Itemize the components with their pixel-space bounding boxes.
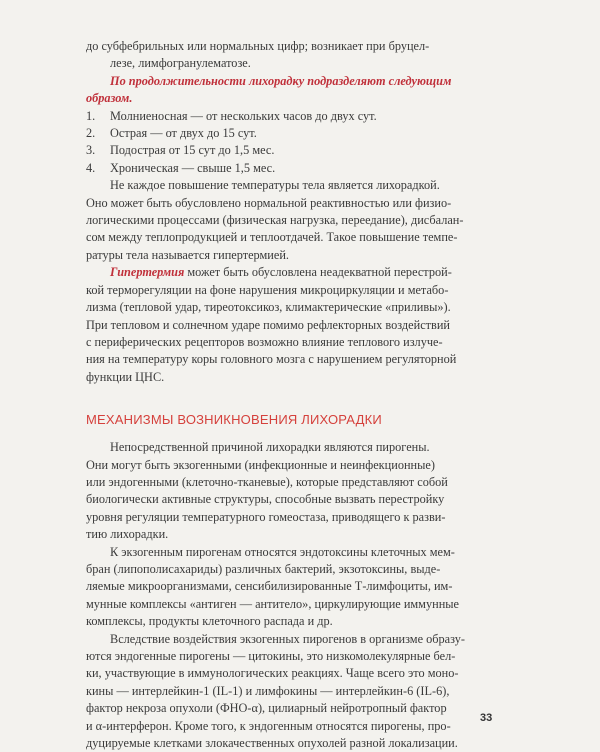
text-line: К экзогенным пирогенам относятся эндотоксины клеточных мем- bbox=[110, 544, 455, 559]
text-line: ния на температуру коры головного мозга с нарушением регуляторной bbox=[86, 352, 457, 367]
text-line: сом между теплопродукцией и теплоотдачей. Такое повышение темпе- bbox=[86, 230, 458, 245]
list-number: 1. bbox=[86, 108, 96, 123]
text-line: фактор некроза опухоли (ФНО-α), цилиарный нейротропный фактор bbox=[86, 701, 447, 716]
text-line: лизма (тепловой удар, тиреотоксикоз, климактерические «приливы»). bbox=[86, 300, 451, 315]
continued-paragraph bbox=[86, 38, 498, 73]
text-line: Вследствие воздействия экзогенных пирогенов в организме образу- bbox=[110, 631, 465, 646]
text-line: функции ЦНС. bbox=[86, 369, 165, 384]
text-line: ляемые микроорганизмами, сенсибилизированные Т-лимфоциты, им- bbox=[86, 579, 453, 594]
paragraph-endogenous bbox=[86, 631, 498, 752]
text-line: лезе, лимфогранулематозе. bbox=[110, 56, 251, 71]
list-number: 4. bbox=[86, 160, 96, 175]
text-line: дуцируемые клетками злокачественных опухолей разной локализации. bbox=[86, 736, 458, 751]
paragraph-not-every-rise bbox=[86, 177, 498, 264]
text-line: При тепловом и солнечном ударе помимо рефлекторных воздействий bbox=[86, 317, 451, 332]
text-line: до субфебрильных или нормальных цифр; возникает при бруцел- bbox=[86, 39, 430, 53]
text-line: Не каждое повышение температуры тела является лихорадкой. bbox=[110, 178, 440, 193]
text-line: биологически активные структуры, способные вызвать перестройку bbox=[86, 492, 445, 507]
text-line: ются эндогенные пирогены — цитокины, это низкомолекулярные бел- bbox=[86, 649, 456, 663]
text-line: или эндогенными (клеточно-тканевые), которые представляют собой bbox=[86, 474, 448, 489]
list-item bbox=[86, 160, 498, 177]
text-line: кины — интерлейкин-1 (IL-1) и лимфокины — интерлейкин-6 (IL-6), bbox=[86, 683, 450, 698]
list-text: Молниеносная — от нескольких часов до двух сут. bbox=[110, 108, 377, 123]
list-item bbox=[86, 108, 498, 125]
section-heading: МЕХАНИЗМЫ ВОЗНИКНОВЕНИЯ ЛИХОРАДКИ bbox=[86, 412, 382, 428]
text-line: уровня регуляции температурного гомеостаза, приводящего к разви- bbox=[86, 509, 446, 524]
term-hyperthermia: Гипертермия bbox=[110, 265, 185, 280]
text-line: бран (липополисахариды) различных бактерий, экзотоксины, выде- bbox=[86, 561, 441, 576]
text-line: Непосредственной причиной лихорадки являются пирогены. bbox=[110, 440, 430, 455]
list-text: Подострая от 15 сут до 1,5 мес. bbox=[110, 143, 275, 158]
page-number: 33 bbox=[480, 712, 493, 724]
text-line: комплексы, продукты клеточного распада и др. bbox=[86, 614, 333, 629]
text-line: ки, участвующие в иммунологических реакциях. Чаще всего это моно- bbox=[86, 666, 459, 681]
text-line: кой терморегуляции на фоне нарушения микроциркуляции и метабо- bbox=[86, 282, 449, 297]
list-text: Хроническая — свыше 1,5 мес. bbox=[110, 160, 276, 175]
paragraph-exogenous bbox=[86, 544, 498, 631]
heading-line: образом. bbox=[86, 91, 133, 106]
text-line: логическими процессами (физическая нагрузка, переедание), дисбалан- bbox=[86, 213, 464, 228]
list-number: 2. bbox=[86, 126, 96, 141]
text-line: ратуры тела называется гипертермией. bbox=[86, 247, 289, 262]
text-line: Оно может быть обусловлено нормальной реактивностью или физио- bbox=[86, 195, 452, 210]
duration-list bbox=[86, 108, 498, 178]
page-content bbox=[86, 38, 498, 752]
heading-line: По продолжительности лихорадку подразделяют следующим bbox=[110, 73, 452, 88]
text-line: тию лихорадки. bbox=[86, 527, 169, 542]
paragraph-pyrogens bbox=[86, 439, 498, 543]
text-fragment: может быть обусловлена неадекватной перестрой- bbox=[184, 265, 452, 280]
list-item bbox=[86, 142, 498, 159]
duration-heading bbox=[86, 73, 498, 108]
paragraph-hyperthermia bbox=[86, 264, 498, 386]
text-line: и α-интерферон. Кроме того, к эндогенным относятся пирогены, про- bbox=[86, 718, 451, 733]
list-number: 3. bbox=[86, 143, 96, 158]
text-line: Они могут быть экзогенными (инфекционные и неинфекционные) bbox=[86, 457, 435, 472]
list-text: Острая — от двух до 15 сут. bbox=[110, 126, 257, 141]
list-item bbox=[86, 125, 498, 142]
text-line: с периферических рецепторов возможно влияние теплового излуче- bbox=[86, 334, 443, 349]
text-line: мунные комплексы «антиген — антитело», циркулирующие иммунные bbox=[86, 596, 459, 611]
